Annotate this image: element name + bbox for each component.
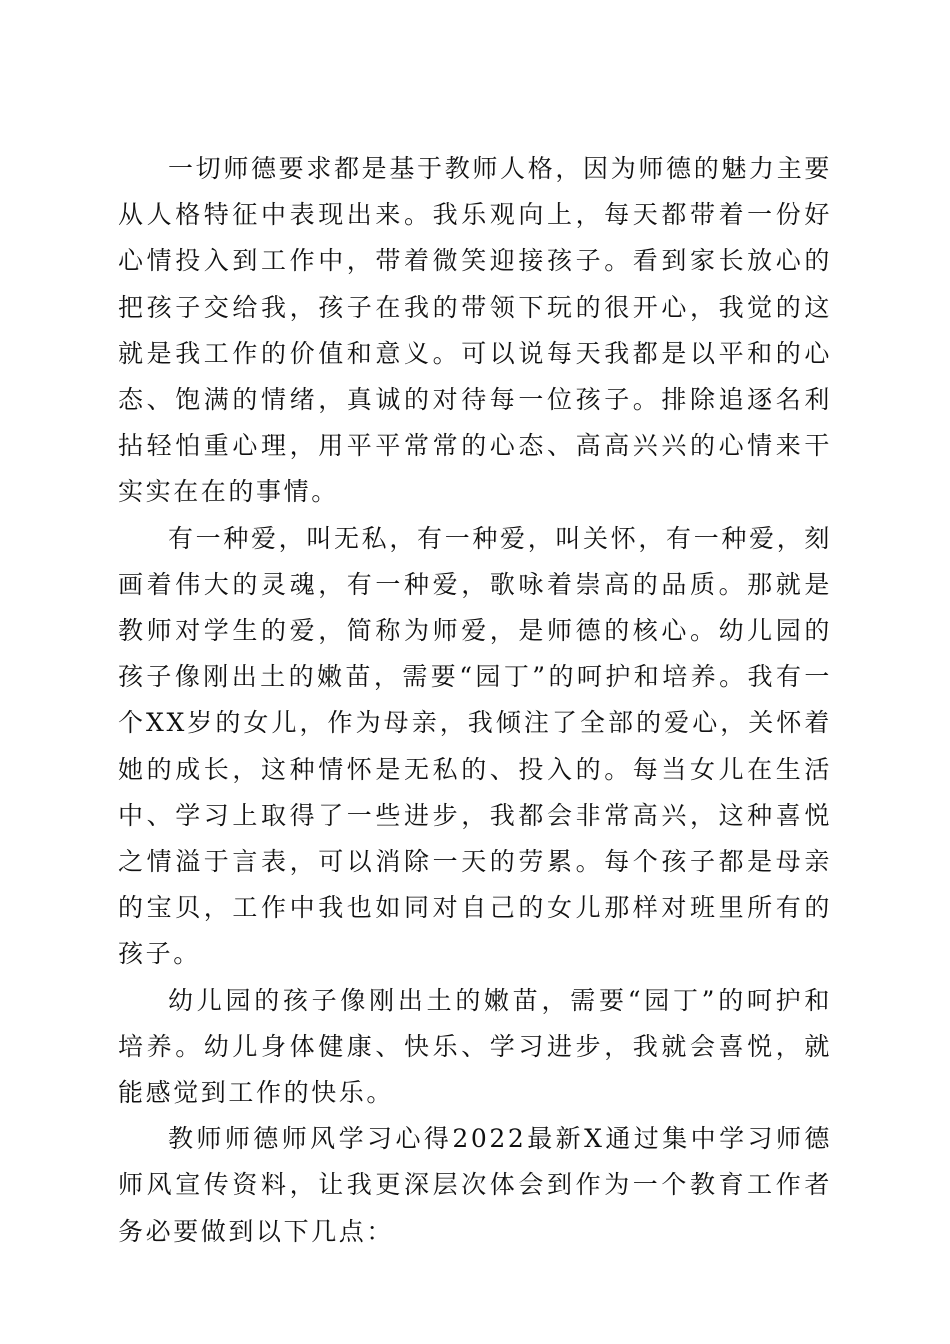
paragraph-4: 教师师德师风学习心得2022最新X通过集中学习师德师风宣传资料，让我更深层次体会到作为一个教育工作者务必要做到以下几点： <box>118 1124 832 1246</box>
paragraph-2: 有一种爱，叫无私，有一种爱，叫关怀，有一种爱，刻画着伟大的灵魂，有一种爱，歌咏着崇高的品质。那就是教师对学生的爱，简称为师爱，是师德的核心。幼儿园的孩子像刚出土的嫩苗，需要“园丁”的呵护和培养。我有一个XX岁的女儿，作为母亲，我倾注了全部的爱心，关怀着她的成长，这种情怀是无私的、投入的。每当女儿在生活中、学习上取得了一些进步，我都会非常高兴，这种喜悦之情溢于言表，可以消除一天的劳累。每个孩子都是母亲的宝贝，工作中我也如同对自己的女儿那样对班里所有的孩子。 <box>118 523 832 969</box>
paragraph-3: 幼儿园的孩子像刚出土的嫩苗，需要“园丁”的呵护和培养。幼儿身体健康、快乐、学习进步，我就会喜悦，就能感觉到工作的快乐。 <box>118 985 832 1108</box>
document-body <box>118 146 832 1255</box>
paragraph-1: 一切师德要求都是基于教师人格，因为师德的魅力主要从人格特征中表现出来。我乐观向上，每天都带着一份好心情投入到工作中，带着微笑迎接孩子。看到家长放心的把孩子交给我，孩子在我的带领下玩的很开心，我觉的这就是我工作的价值和意义。可以说每天我都是以平和的心态、饱满的情绪，真诚的对待每一位孩子。排除追逐名利拈轻怕重心理，用平平常常的心态、高高兴兴的心情来干实实在在的事情。 <box>118 154 832 507</box>
